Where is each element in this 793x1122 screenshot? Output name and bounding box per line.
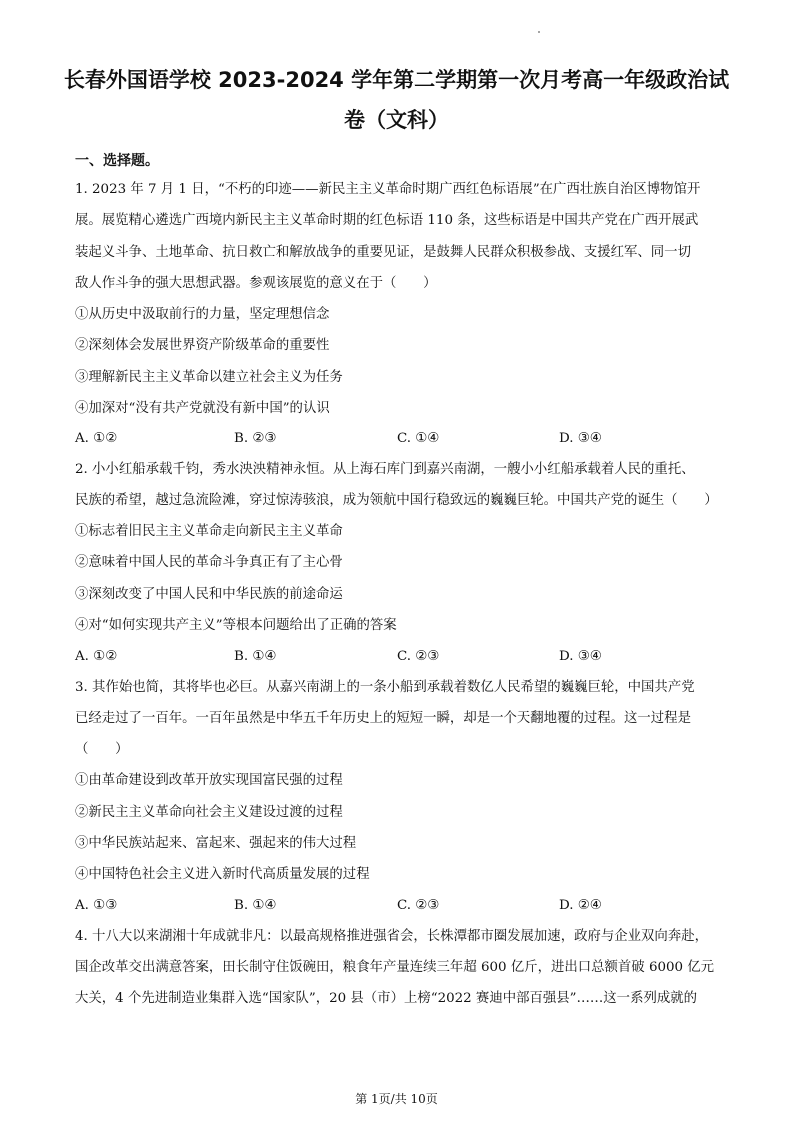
page-footer: 第 1页/共 10页 <box>355 1092 438 1106</box>
q3-statement-2: ②新民主主义革命向社会主义建设过渡的过程 <box>75 805 343 820</box>
q1-option-d: D. ③④ <box>559 431 602 446</box>
q2-option-c: C. ②③ <box>397 649 440 664</box>
q4-stem-line3: 大关，4 个先进制造业集群入选“国家队”，20 县（市）上榜“2022 赛迪中部百强县”……这一系列成就的 <box>75 991 698 1006</box>
q2-statement-3: ③深刻改变了中国人民和中华民族的前途命运 <box>75 587 343 602</box>
section-title: 一、选择题。 <box>75 153 159 169</box>
q3-statement-3: ③中华民族站起来、富起来、强起来的伟大过程 <box>75 836 357 851</box>
q3-option-a: A. ①③ <box>75 898 118 913</box>
q4-stem-line1: 4. 十八大以来湖湘十年成就非凡：以最高规格推进强省会，长株潭都市圈发展加速，政府与企业双向奔赴， <box>75 929 708 944</box>
q2-option-b: B. ①④ <box>234 649 277 664</box>
q1-option-b: B. ②③ <box>234 431 277 446</box>
q1-option-c: C. ①④ <box>397 431 440 446</box>
q2-option-d: D. ③④ <box>559 649 602 664</box>
q1-statement-1: ①从历史中汲取前行的力量，坚定理想信念 <box>75 307 330 322</box>
q4-stem-line2: 国企改革交出满意答案，田长制守住饭碗田，粮食年产量连续三年超 600 亿斤，进出口总额首破 6000 亿元 <box>75 960 715 975</box>
q1-stem-line2: 展。展览精心遴选广西境内新民主主义革命时期的红色标语 110 条，这些标语是中国共产党在广西开展武 <box>75 213 699 228</box>
q2-stem-line2: 民族的希望，越过急流险滩，穿过惊涛骇浪，成为领航中国行稳致远的巍巍巨轮。中国共产党的诞生（ ） <box>75 493 718 508</box>
q2-statement-4: ④对“如何实现共产主义”等根本问题给出了正确的答案 <box>75 618 397 633</box>
q3-stem-line1: 3. 其作始也简，其将毕也必巨。从嘉兴南湖上的一条小船到承载着数亿人民希望的巍巍巨轮，中国共产党 <box>75 680 695 695</box>
q1-stem-line1: 1. 2023 年 7 月 1 日，“不朽的印迹——新民主主义革命时期广西红色标语展”在广西壮族自治区博物馆开 <box>75 182 701 197</box>
q1-stem-line3: 装起义斗争、土地革命、抗日救亡和解放战争的重要见证，是鼓舞人民群众积极参战、支援红军、同一切 <box>75 245 691 260</box>
q2-statement-1: ①标志着旧民主主义革命走向新民主主义革命 <box>75 524 343 539</box>
q2-stem-line1: 2. 小小红船承载千钧，秀水泱泱精神永恒。从上海石库门到嘉兴南湖，一艘小小红船承载着人民的重托、 <box>75 462 695 477</box>
q1-statement-3: ③理解新民主主义革命以建立社会主义为任务 <box>75 370 343 385</box>
q1-statement-4: ④加深对“没有共产党就没有新中国”的认识 <box>75 401 330 416</box>
q3-stem-line2: 已经走过了一百年。一百年虽然是中华五千年历史上的短短一瞬，却是一个天翻地覆的过程。这一过程是 <box>75 711 691 726</box>
q3-option-c: C. ②③ <box>397 898 440 913</box>
q1-stem-line4: 敌人作斗争的强大思想武器。参观该展览的意义在于（ ） <box>75 276 437 291</box>
q3-statement-4: ④中国特色社会主义进入新时代高质量发展的过程 <box>75 867 370 882</box>
q1-option-a: A. ①② <box>75 431 118 446</box>
q2-statement-2: ②意味着中国人民的革命斗争真正有了主心骨 <box>75 555 343 570</box>
q3-statement-1: ①由革命建设到改革开放实现国富民强的过程 <box>75 773 343 788</box>
q3-option-b: B. ①④ <box>234 898 277 913</box>
q1-statement-2: ②深刻体会发展世界资产阶级革命的重要性 <box>75 338 330 353</box>
q2-option-a: A. ①② <box>75 649 118 664</box>
scan-dot <box>538 31 540 33</box>
q3-stem-line3: （ ） <box>75 742 129 757</box>
q3-option-d: D. ②④ <box>559 898 602 913</box>
page-title-line2: 卷（文科） <box>344 108 449 132</box>
page-title-line1: 长春外国语学校 2023-2024 学年第二学期第一次月考高一年级政治试 <box>63 68 730 92</box>
